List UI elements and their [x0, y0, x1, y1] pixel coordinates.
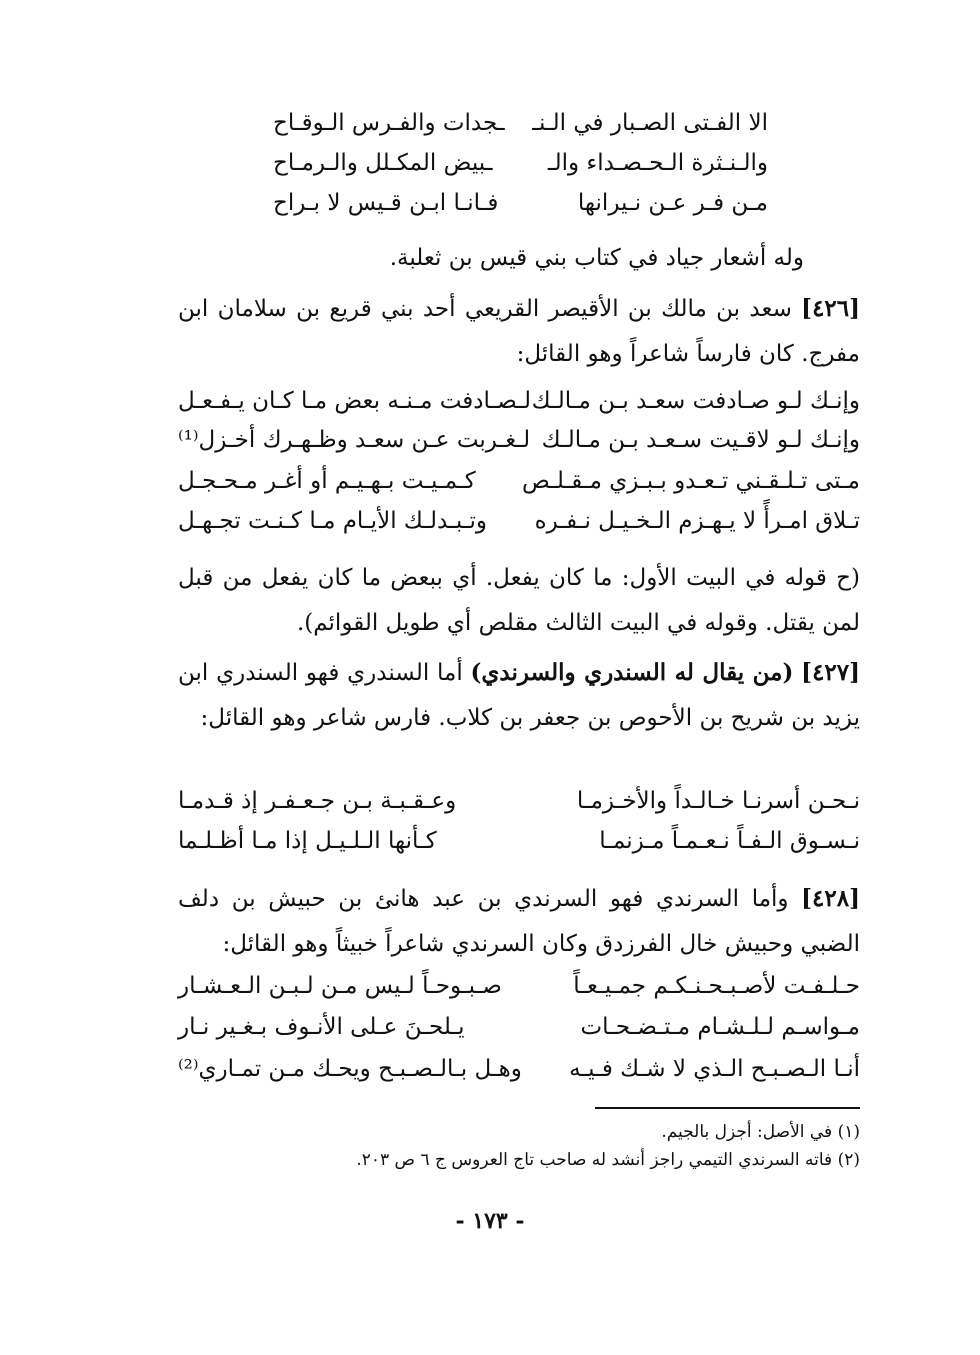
verse-hemistich: ـجدات والفـرس الـوقـاح	[273, 110, 505, 136]
verse-hemistich: وعـقـبـة بـن جـعـفـر إذ قـدمـا	[178, 788, 457, 814]
verse-hemistich: صـبـوحـاً لـيس مـن لـبـن الـعـشـار	[178, 973, 502, 999]
entry-number: [٤٢٧]	[801, 659, 861, 686]
verse-hemistich: لـغـربت عـن سعـد وظـهـرك أخـزل⁽¹⁾	[178, 427, 531, 453]
verse-hemistich: وهـل بـالـصـبـح ويحـك مـن تمـاري⁽²⁾	[178, 1056, 522, 1082]
verse-hemistich: وتـبـدلـك الأيـام مـا كـنـت تجـهـل	[178, 508, 488, 534]
verse-line	[178, 510, 860, 533]
entry-text: سعد بن مالك بن الأقيصر القريعي أحد بني قريع بن سلامان ابن مفرج. كان فارساً شاعراً وهو القائل:	[178, 296, 860, 367]
verse-hemistich: لـصـادفت مـنـه بعض مـا كـان يـفـعـل	[178, 388, 531, 414]
verse-hemistich: كـأنها الـلـيـل إذا مـا أظـلـما	[178, 828, 437, 854]
verse-hemistich: والـنـثرة الـحـصـداء والـ	[547, 150, 768, 176]
verse-line	[273, 192, 768, 215]
footnote-divider	[595, 1107, 860, 1109]
verse-line	[178, 470, 860, 493]
verse-line	[178, 1016, 860, 1039]
verse-line	[178, 975, 860, 998]
verse-hemistich: مـتى تـلـقـني تـعـدو بـبـزي مـقـلـص	[521, 468, 860, 494]
verse-hemistich: فـانـا ابـن قـيس لا بـراح	[273, 190, 499, 216]
verse-hemistich: ـبيض المكـلل والـرمـاح	[273, 150, 493, 176]
footnote: (١) في الأصل: أجزل بالجيم.	[661, 1122, 860, 1142]
biography-entry	[178, 286, 860, 377]
verse-line	[178, 830, 860, 853]
verse-hemistich: نـسـوق الـفـاً نـعـمـاً مـزنمـا	[599, 828, 860, 854]
biography-entry	[178, 876, 860, 967]
page-number: - ١٧٣ -	[455, 1208, 525, 1234]
verse-hemistich: الا الفـتى الصـبار في الـنـ	[532, 110, 768, 136]
biography-entry	[178, 650, 860, 741]
entry-number: [٤٢٨]	[801, 885, 860, 912]
verse-hemistich: أنـا الـصـبـح الـذي لا شـك فـيـه	[569, 1056, 860, 1082]
verse-hemistich: نـحـن أسرنـا خـالـداً والأخـزمـا	[576, 788, 860, 814]
commentary-paragraph: (ح قوله في البيت الأول: ما كان يفعل. أي ببعض ما كان يفعل من قبل لمن يقتل. وقوله في البيت الثالث مقلص أي طويل القوائم).	[178, 565, 860, 636]
footnote: (٢) فاته السرندي التيمي راجز أنشد له صاحب تاج العروس ج ٦ ص ٢٠٣.	[356, 1150, 860, 1170]
verse-hemistich: تـلاق امـرأً لا يـهـزم الـخـيـل نـفـره	[534, 508, 860, 534]
verse-hemistich: وإنـك لـو لاقـيت سـعـد بـن مـالـك	[541, 427, 860, 453]
entry-number: [٤٢٦]	[801, 295, 861, 322]
verse-hemistich: مـن فـر عـن نـيرانها	[577, 190, 768, 216]
entry-text: وأما السرندي فهو السرندي بن عبد هانئ بن حبيش بن دلف الضبي وحبيش خال الفرزدق وكان السرندي شاعراً خبيثاً وهو القائل:	[178, 886, 860, 957]
verse-hemistich: مـواسـم لـلـشـام مـتـضـحـات	[580, 1014, 860, 1040]
verse-hemistich: وإنـك لـو صـادفت سعـد بـن مـالـك	[531, 388, 860, 414]
paragraph: وله أشعار جياد في كتاب بني قيس بن ثعلبة.	[389, 245, 804, 271]
entry-text: أما السندري فهو السندري ابن يزيد بن شريح بن الأحوص بن جعفر بن كلاب. فارس شاعر وهو القائل:	[178, 660, 860, 731]
verse-line	[178, 790, 860, 813]
verse-hemistich: حـلـفـت لأصـبـحـنـكـم جمـيـعـاً	[573, 973, 860, 999]
entry-heading: (من يقال له السندري والسرندي)	[470, 659, 794, 686]
verse-line	[178, 429, 860, 452]
verse-line	[178, 1058, 860, 1081]
verse-hemistich: كـمـيـت بـهـيـم أو أغـر مـحـجـل	[178, 468, 476, 494]
verse-line	[178, 390, 860, 413]
verse-line	[273, 152, 768, 175]
verse-line	[273, 112, 768, 135]
verse-hemistich: يـلحـنَ عـلى الأنـوف بـغـير نـار	[178, 1014, 465, 1040]
